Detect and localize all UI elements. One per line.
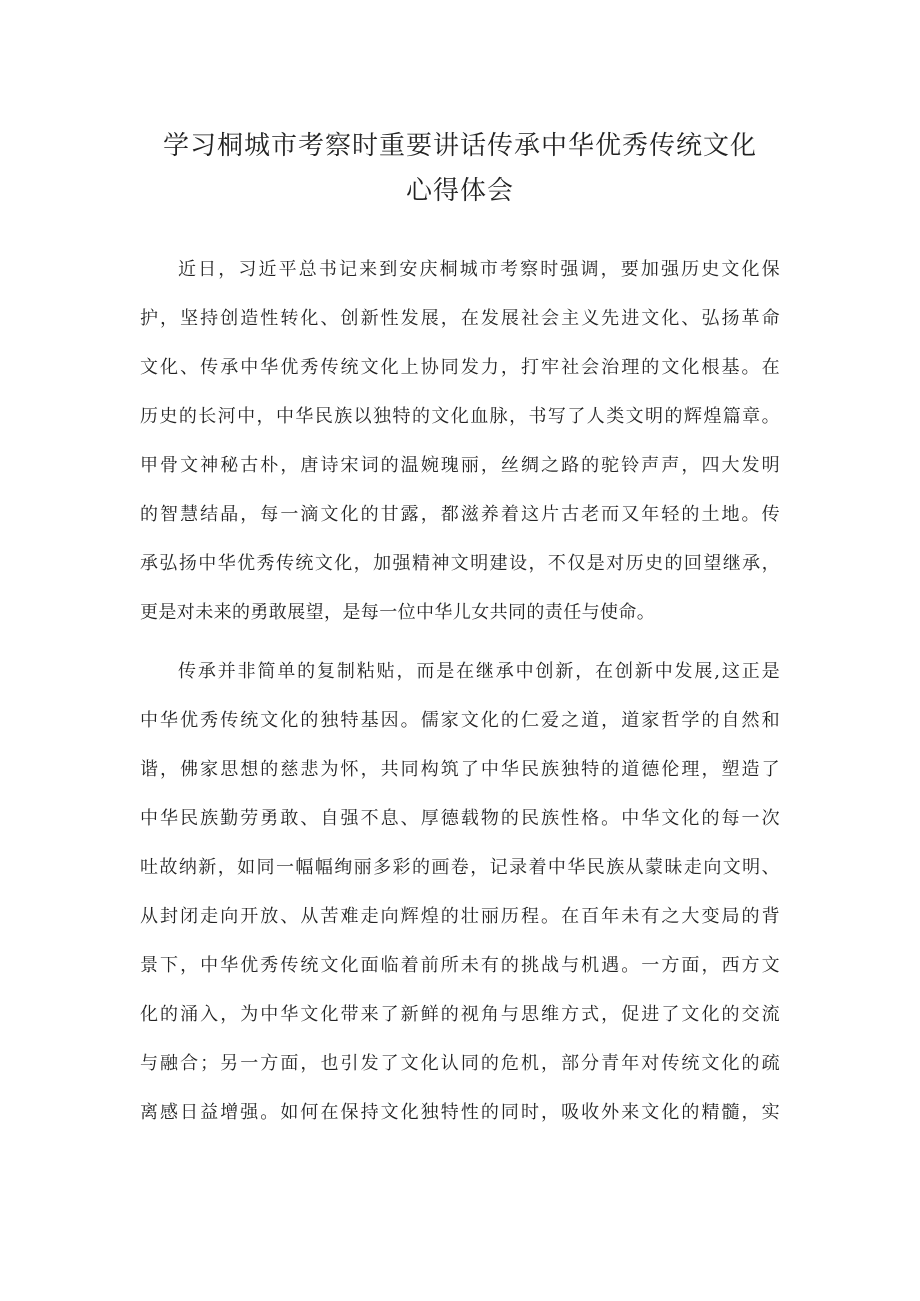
paragraph-line: 历史的长河中，中华民族以独特的文化血脉，书写了人类文明的辉煌篇章。	[140, 406, 780, 427]
paragraph-line: 承弘扬中华优秀传统文化，加强精神文明建设，不仅是对历史的回望继承，	[140, 553, 780, 574]
paragraph-line: 谐，佛家思想的慈悲为怀，共同构筑了中华民族独特的道德伦理，塑造了	[140, 759, 780, 780]
title-line-2: 心得体会	[405, 176, 514, 206]
paragraph-line: 更是对未来的勇敢展望，是每一位中华儿女共同的责任与使命。	[140, 602, 656, 623]
paragraph-line: 文化、传承中华优秀传统文化上协同发力，打牢社会治理的文化根基。在	[140, 357, 780, 378]
paragraph-line: 甲骨文神秘古朴，唐诗宋词的温婉瑰丽，丝绸之路的驼铃声声，四大发明	[140, 455, 780, 476]
paragraph-line: 化的涌入，为中华文化带来了新鲜的视角与思维方式，促进了文化的交流	[140, 1004, 780, 1025]
paragraph-line: 护，坚持创造性转化、创新性发展，在发展社会主义先进文化、弘扬革命	[140, 308, 780, 329]
document-title	[140, 124, 780, 214]
paragraph-line: 离感日益增强。如何在保持文化独特性的同时，吸收外来文化的精髓，实	[140, 1102, 780, 1123]
paragraph-2	[140, 647, 780, 1137]
paragraph-line: 近日，习近平总书记来到安庆桐城市考察时强调，要加强历史文化保	[178, 259, 780, 280]
title-line-1: 学习桐城市考察时重要讲话传承中华优秀传统文化	[162, 131, 757, 161]
paragraph-line: 传承并非简单的复制粘贴，而是在继承中创新，在创新中发展,这正是	[178, 661, 780, 682]
paragraph-line: 吐故纳新，如同一幅幅绚丽多彩的画卷，记录着中华民族从蒙昧走向文明、	[140, 857, 780, 878]
paragraph-line: 与融合；另一方面，也引发了文化认同的危机，部分青年对传统文化的疏	[140, 1053, 780, 1074]
paragraph-line: 的智慧结晶，每一滴文化的甘露，都滋养着这片古老而又年轻的土地。传	[140, 504, 780, 525]
paragraph-line: 中华优秀传统文化的独特基因。儒家文化的仁爱之道，道家哲学的自然和	[140, 710, 780, 731]
paragraph-line: 中华民族勤劳勇敢、自强不息、厚德载物的民族性格。中华文化的每一次	[140, 808, 780, 829]
paragraph-1	[140, 245, 780, 637]
paragraph-line: 景下，中华优秀传统文化面临着前所未有的挑战与机遇。一方面，西方文	[140, 955, 780, 976]
paragraph-line: 从封闭走向开放、从苦难走向辉煌的壮丽历程。在百年未有之大变局的背	[140, 906, 780, 927]
